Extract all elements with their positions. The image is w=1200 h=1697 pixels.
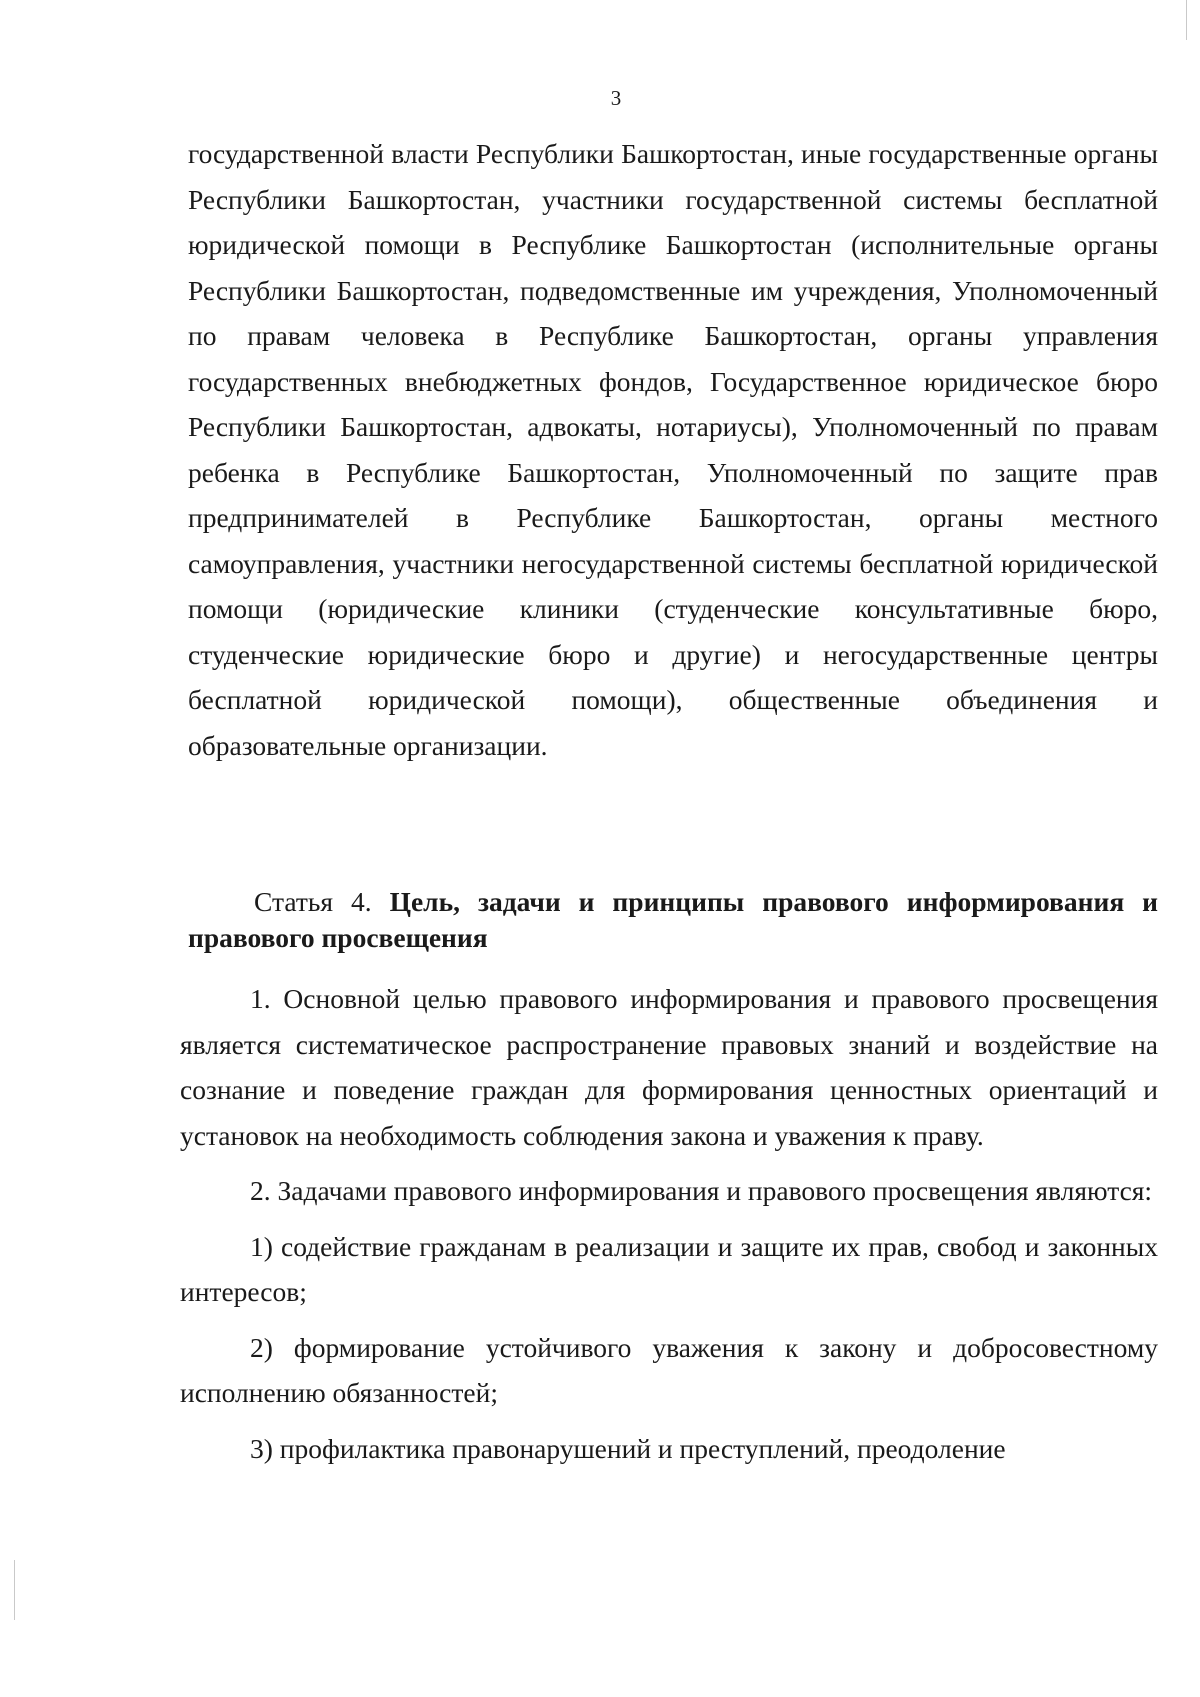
paragraph-continuation: государственной власти Республики Башкортостан, иные государственные органы Республики Башкортостан, участники государственной системы бесплатной юридической помощи в Республике Башкортостан (исполнительные органы Республики Башкортостан, подведомственные им учреждения, Уполномоченный по правам человека в Республике Башкортостан, органы управления государственных внебюджетных фондов, Государственное юридическое бюро Республики Башкортостан, адвокаты, нотариусы), Уполномоченный по правам ребенка в Республике Башкортостан, Уполномоченный по защите прав предпринимателей в Республике Башкортостан, органы местного самоуправления, участники негосударственной системы бесплатной юридической помощи (юридические клиники (студенческие консультативные бюро, студенческие юридические бюро и другие) и негосударственные центры бесплатной юридической помощи), общественные объединения и образовательные организации. (188, 138, 1158, 761)
article-body (180, 976, 1158, 1471)
article-title: Цель, задачи и принципы правового информирования и правового просвещения (188, 886, 1158, 953)
scan-edge-mark-right (1186, 0, 1187, 40)
subclause-1: 1) содействие гражданам в реализации и защите их прав, свобод и законных интересов; (180, 1230, 1158, 1307)
subclause-3: 3) профилактика правонарушений и преступлений, преодоление (250, 1432, 1006, 1464)
clause-2: 2. Задачами правового информирования и правового просвещения являются: (250, 1175, 1153, 1206)
article-label: Статья 4. (254, 886, 372, 917)
scan-edge-mark-left (14, 1560, 15, 1620)
page-number: 3 (610, 86, 622, 110)
article-heading (188, 884, 1158, 956)
subclause-2: 2) формирование устойчивого уважения к закону и добросовестному исполнению обязанностей; (180, 1331, 1158, 1408)
clause-1: 1. Основной целью правового информирования и правового просвещения является систематическое распространение правовых знаний и воздействие на сознание и поведение граждан для формирования ценностных ориентаций и установок на необходимость соблюдения закона и уважения к праву. (180, 983, 1158, 1151)
